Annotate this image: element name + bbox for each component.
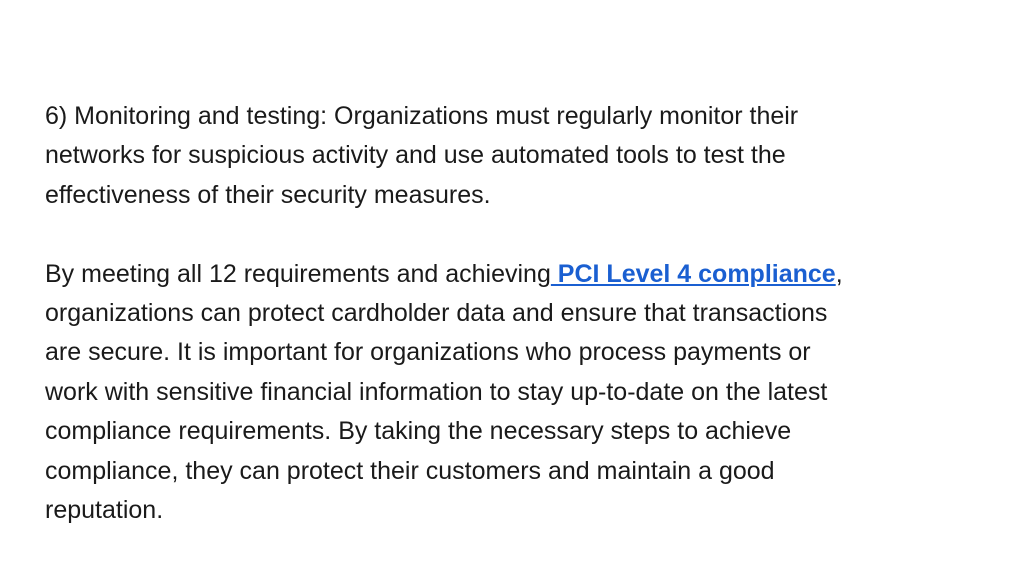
paragraph2-first-line	[45, 255, 985, 294]
paragraph1-line: 6) Monitoring and testing: Organizations must regularly monitor their	[45, 102, 799, 130]
paragraph2-lead-text: By meeting all 12 requirements and achieving	[45, 259, 551, 288]
paragraph2-line: organizations can protect cardholder data and ensure that transactions	[45, 299, 828, 328]
body-text	[45, 97, 985, 530]
pci-level-4-compliance-link[interactable]: PCI Level 4 compliance	[550, 259, 836, 288]
paragraph2-line: reputation.	[45, 496, 164, 525]
paragraph2-line: work with sensitive financial information to stay up-to-date on the latest	[45, 377, 828, 406]
paragraph2-comma: ,	[835, 259, 843, 288]
paragraph2-line: compliance, they can protect their customers and maintain a good	[45, 456, 775, 485]
paragraph-spacer	[45, 215, 985, 254]
paragraph1-line: networks for suspicious activity and use automated tools to test the	[45, 141, 786, 170]
paragraph1-line: effectiveness of their security measures.	[45, 180, 491, 209]
paragraph2-line: compliance requirements. By taking the necessary steps to achieve	[45, 417, 792, 446]
paragraph2-line: are secure. It is important for organizations who process payments or	[45, 338, 811, 367]
